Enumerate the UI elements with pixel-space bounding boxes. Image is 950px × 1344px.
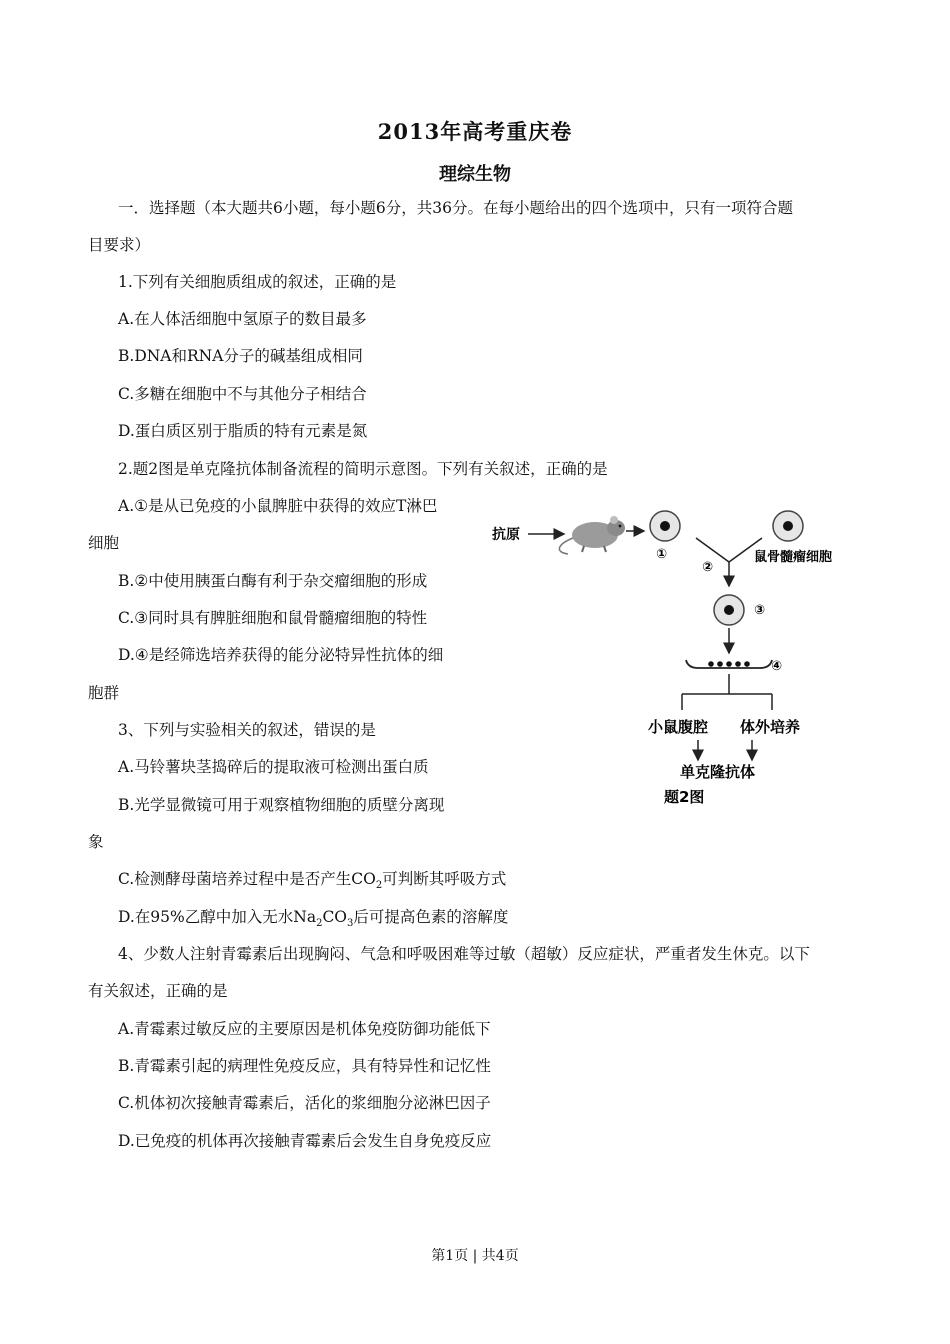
q1-stem: 1.下列有关细胞质组成的叙述，正确的是 (118, 273, 397, 291)
q4-stem-cont: 有关叙述，正确的是 (88, 982, 228, 1000)
antibody-label: 单克隆抗体 (680, 763, 756, 781)
figure-monoclonal-antibody (488, 500, 858, 820)
q4-stem: 4、少数人注射青霉素后出现胸闷、气急和呼吸困难等过敏（超敏）反应症状，严重者发生休克。以下 (118, 945, 810, 963)
figure-caption: 题2图 (664, 788, 705, 806)
section-header-cont: 目要求） (88, 236, 151, 254)
q4-option-c: C.机体初次接触青霉素后，活化的浆细胞分泌淋巴因子 (118, 1094, 491, 1112)
q2-option-c: C.③同时具有脾脏细胞和鼠骨髓瘤细胞的特性 (118, 609, 428, 627)
q4-option-a: A.青霉素过敏反应的主要原因是机体免疫防御功能低下 (118, 1020, 491, 1038)
q2-option-d: D.④是经筛选培养获得的能分泌特异性抗体的细 (118, 646, 444, 664)
q3-option-a: A.马铃薯块茎捣碎后的提取液可检测出蛋白质 (118, 758, 429, 776)
myeloma-cell-nucleus (783, 521, 793, 531)
label-3: ③ (754, 603, 766, 618)
q4-option-d: D.已免疫的机体再次接触青霉素后会发生自身免疫反应 (118, 1132, 492, 1150)
q2-option-b: B.②中使用胰蛋白酶有利于杂交瘤细胞的形成 (118, 572, 428, 590)
fusion-line-left (696, 538, 729, 562)
page-title: 2013年高考重庆卷 (377, 119, 573, 144)
q3-option-b-cont: 象 (88, 833, 104, 851)
myeloma-label: 鼠骨髓瘤细胞 (754, 550, 833, 565)
q3-stem: 3、下列与实验相关的叙述，错误的是 (118, 721, 376, 739)
q1-option-c: C.多糖在细胞中不与其他分子相结合 (118, 385, 367, 403)
spleen-cell-nucleus (660, 521, 670, 531)
q1-option-d: D.蛋白质区别于脂质的特有元素是氮 (118, 422, 368, 440)
q2-option-a: A.①是从已免疫的小鼠脾脏中获得的效应T淋巴 (118, 497, 438, 515)
page-footer: 第1页 | 共4页 (431, 1248, 519, 1264)
q1-option-b: B.DNA和RNA分子的碱基组成相同 (118, 347, 363, 365)
q4-option-b: B.青霉素引起的病理性免疫反应，具有特异性和记忆性 (118, 1057, 491, 1075)
mouse-icon (559, 516, 625, 554)
q2-option-d-cont: 胞群 (88, 684, 120, 702)
subject-title: 理综生物 (439, 164, 511, 185)
q3-option-c: C.检测酵母菌培养过程中是否产生$CO_2$可判断其呼吸方式 (118, 870, 507, 892)
cell-colony (708, 661, 750, 667)
label-1: ① (656, 547, 668, 562)
in-vitro-label: 体外培养 (740, 718, 801, 736)
antigen-label: 抗原 (492, 527, 520, 543)
label-4: ④ (771, 659, 783, 674)
q1-option-a: A.在人体活细胞中氢原子的数目最多 (118, 310, 367, 328)
section-header: 一．选择题（本大题共6小题，每小题6分，共36分。在每小题给出的四个选项中，只有一项符合题 (118, 199, 793, 217)
hybridoma-cell-nucleus (724, 605, 734, 615)
q2-stem: 2.题2图是单克隆抗体制备流程的简明示意图。下列有关叙述，正确的是 (118, 460, 608, 478)
label-2: ② (702, 560, 714, 575)
q2-option-a-cont: 细胞 (88, 534, 120, 552)
q3-option-b: B.光学显微镜可用于观察植物细胞的质壁分离现 (118, 796, 445, 814)
mouse-cavity-label: 小鼠腹腔 (648, 718, 709, 736)
q3-option-d: D.在95%乙醇中加入无水$Na_2CO_3$后可提高色素的溶解度 (118, 908, 509, 930)
